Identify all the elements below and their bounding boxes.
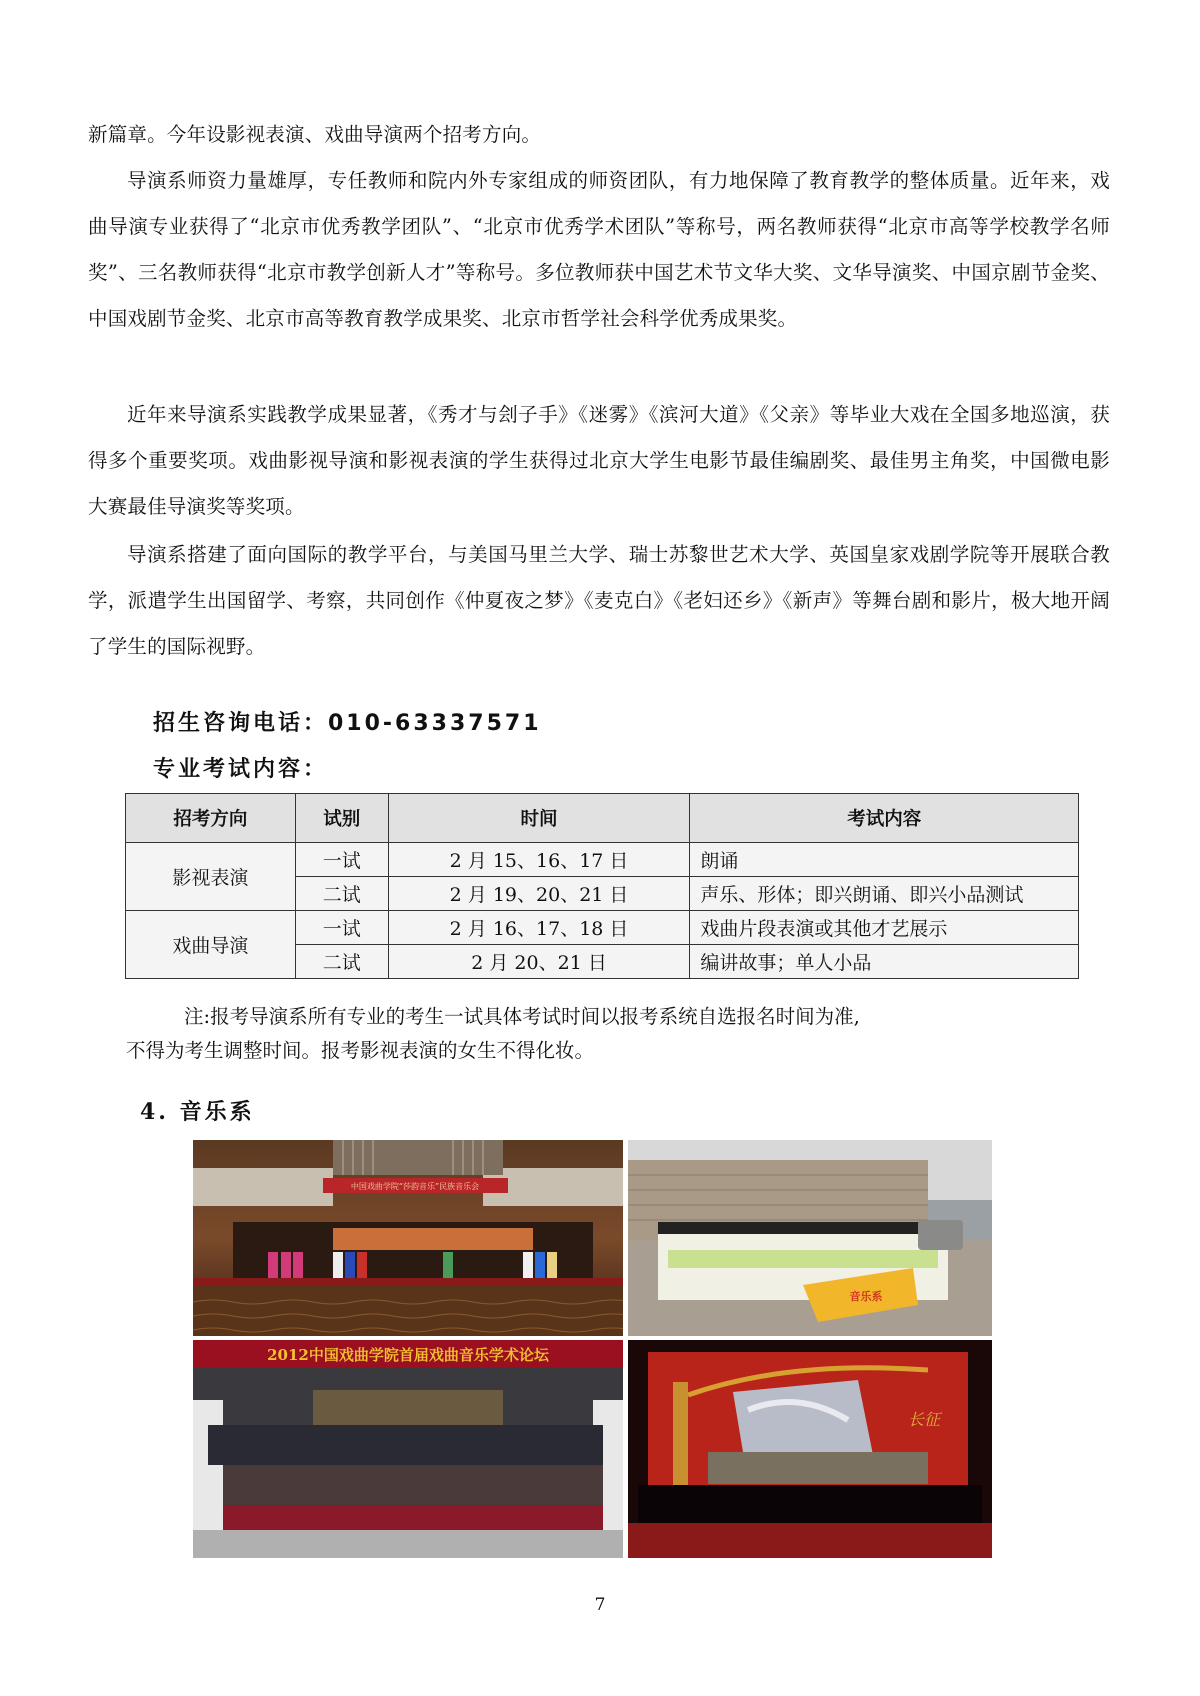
section-heading-music: 4. 音乐系 [140, 1099, 255, 1125]
note-line-2: 不得为考生调整时间。报考影视表演的女生不得化妆。 [126, 1039, 595, 1062]
paragraph-faculty: 导演系师资力量雄厚，专任教师和院内外专家组成的师资团队，有力地保障了教育教学的整体质量。近年来，戏曲导演专业获得了“北京市优秀教学团队”、“北京市优秀学术团队”等称号，两名教师获得“北京市高等学校教学名师奖”、三名教师获得“北京市教学创新人才”等称号。多位教师获中国艺术节文华大奖、文华导演奖、中国京剧节金奖、中国戏剧节金奖、北京市高等教育教学成果奖、北京市哲学社会科学优秀成果奖。 [88, 169, 1110, 330]
page-number: 7 [594, 1595, 606, 1615]
table-row [126, 843, 1079, 877]
round-cell: 一试 [295, 911, 388, 945]
table-row [126, 911, 1079, 945]
paragraph-intro-end: 新篇章。今年设影视表演、戏曲导演两个招考方向。 [88, 123, 542, 146]
flag-text: 音乐系 [849, 1290, 883, 1303]
direction-cell: 戏曲导演 [126, 911, 296, 979]
exam-content-heading: 专业考试内容： [153, 757, 329, 782]
round-cell: 二试 [295, 877, 388, 911]
contact-phone: 招生咨询电话：010-63337571 [153, 711, 542, 736]
time-cell: 2 月 19、20、21 日 [388, 877, 690, 911]
photo-outdoor-group [628, 1140, 992, 1336]
table-header-row [126, 794, 1079, 843]
forum-banner-text: 2012中国戏曲学院首届戏曲音乐学术论坛 [267, 1346, 549, 1364]
photo-stage-performance [628, 1340, 992, 1558]
paragraph-practice: 近年来导演系实践教学成果显著，《秀才与刽子手》《迷雾》《滨河大道》《父亲》等毕业大戏在全国多地巡演，获得多个重要奖项。戏曲影视导演和影视表演的学生获得过北京大学生电影节最佳编剧奖、最佳男主角奖，中国微电影大赛最佳导演奖等奖项。 [88, 403, 1110, 518]
exam-note [126, 1000, 1086, 1068]
time-cell: 2 月 15、16、17 日 [388, 843, 690, 877]
header-direction: 招考方向 [126, 794, 296, 843]
content-cell: 朗诵 [690, 843, 1079, 877]
photo-concert-hall [193, 1140, 623, 1336]
photo-forum-group [193, 1340, 623, 1558]
paragraph-international: 导演系搭建了面向国际的教学平台，与美国马里兰大学、瑞士苏黎世艺术大学、英国皇家戏剧学院等开展联合教学，派遣学生出国留学、考察，共同创作《仲夏夜之梦》《麦克白》《老妇还乡》《新声》等舞台剧和影片，极大地开阔了学生的国际视野。 [88, 543, 1110, 658]
time-cell: 2 月 16、17、18 日 [388, 911, 690, 945]
exam-schedule-table [125, 793, 1079, 979]
header-content: 考试内容 [690, 794, 1079, 843]
direction-cell: 影视表演 [126, 843, 296, 911]
content-cell: 戏曲片段表演或其他才艺展示 [690, 911, 1079, 945]
note-line-1: 注:报考导演系所有专业的考生一试具体考试时间以报考系统自选报名时间为准, [184, 1005, 860, 1028]
round-cell: 一试 [295, 843, 388, 877]
time-cell: 2 月 20、21 日 [388, 945, 690, 979]
content-cell: 编讲故事；单人小品 [690, 945, 1079, 979]
stage-calligraphy: 长征 [908, 1410, 941, 1429]
round-cell: 二试 [295, 945, 388, 979]
content-cell: 声乐、形体；即兴朗诵、即兴小品测试 [690, 877, 1079, 911]
header-round: 试别 [295, 794, 388, 843]
header-time: 时间 [388, 794, 690, 843]
concert-banner-text: 中国戏曲学院“莎韵音乐”民族音乐会 [350, 1182, 480, 1191]
